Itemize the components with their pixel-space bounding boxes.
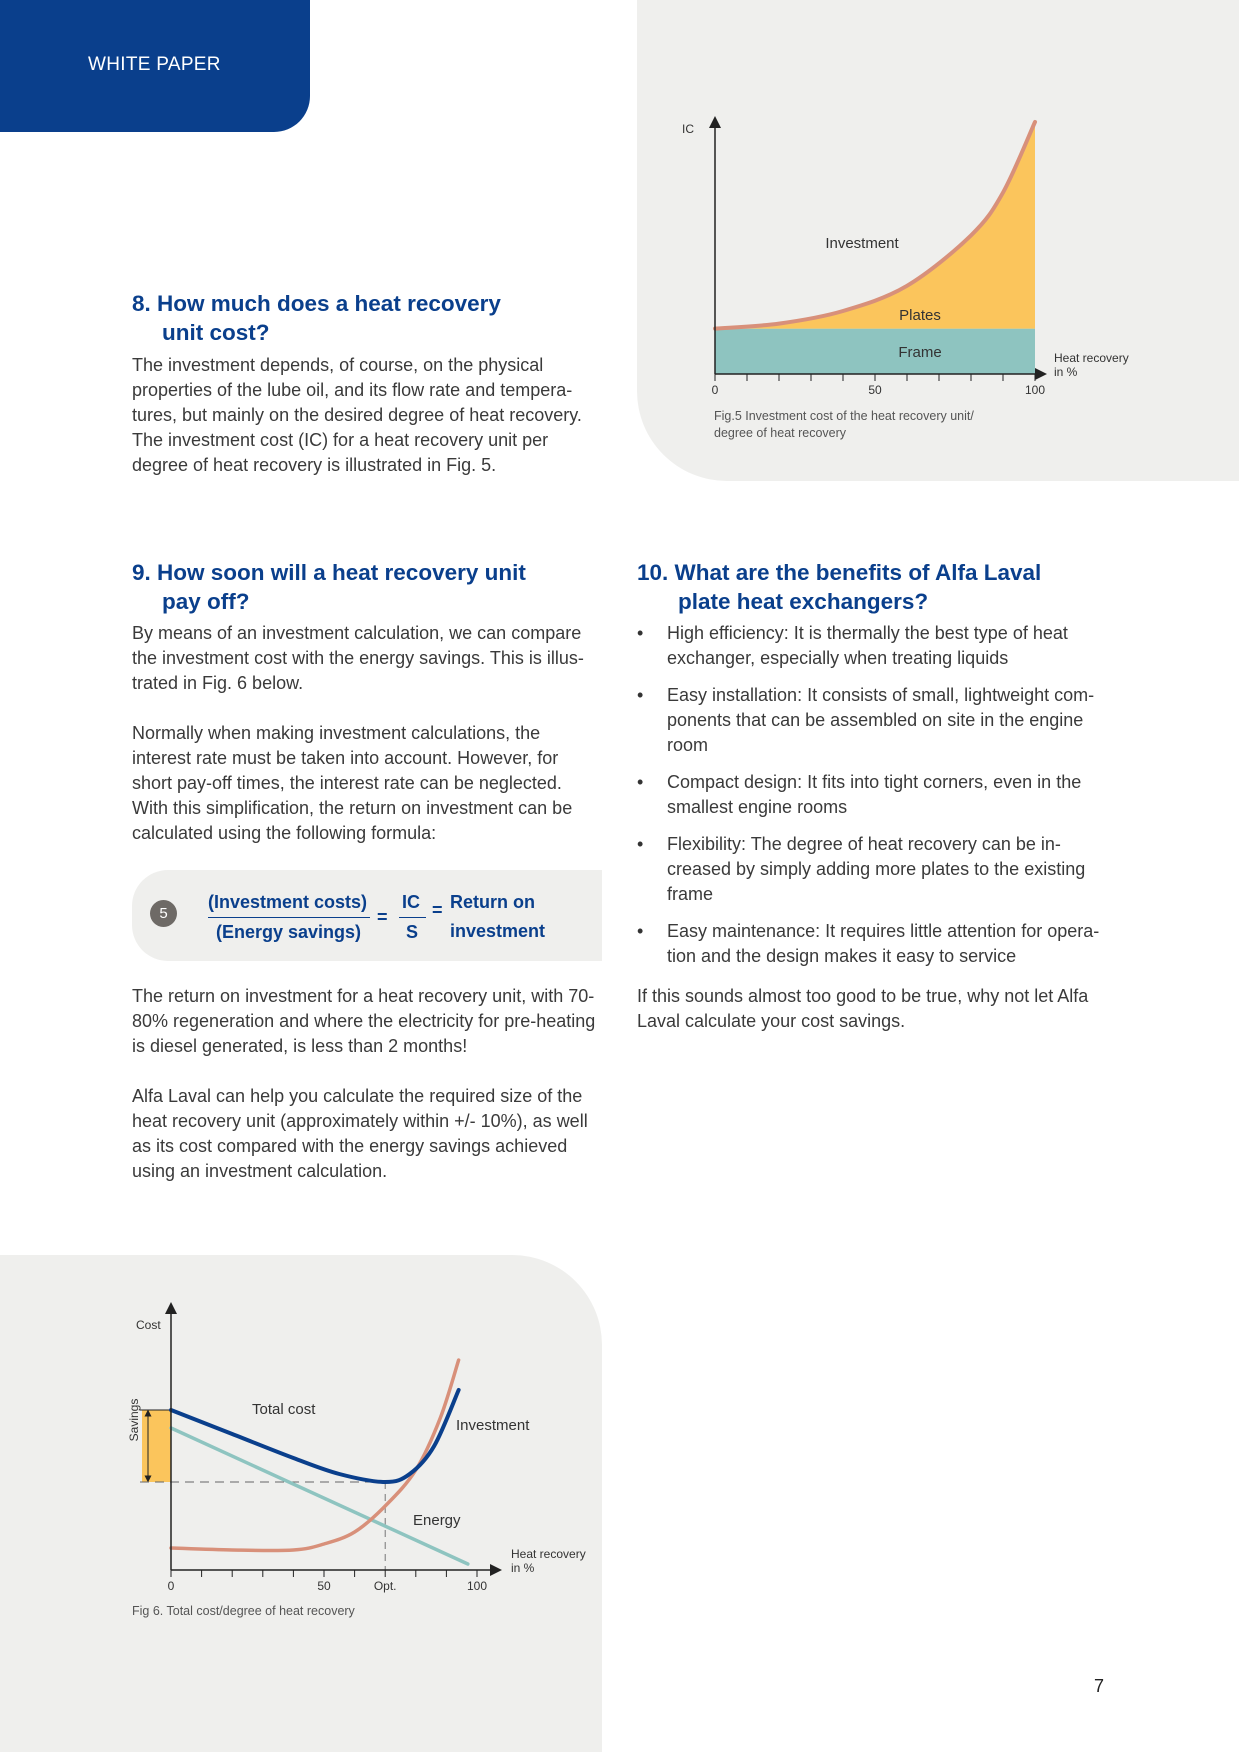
fig5-frame-area — [715, 329, 1035, 374]
formula-numerator: (Investment costs) — [208, 892, 368, 912]
figure-5-caption — [714, 408, 1014, 442]
section-8-title — [132, 289, 602, 347]
fig6-label-energy: Energy — [413, 1512, 461, 1529]
benefit-item: • Easy maintenance: It requires little attention for opera-tion and the design makes it easy to service — [637, 919, 1107, 969]
benefit-item: • Compact design: It fits into tight corners, even in the smallest engine rooms — [637, 770, 1107, 820]
fig6-savings-bar — [142, 1410, 171, 1482]
section-9-para-3: The return on investment for a heat recovery unit, with 70-80% regeneration and where the electricity for pre-heating is diesel generated, is less than 2 months! — [132, 986, 596, 1056]
fig6-label-total-cost: Total cost — [252, 1401, 316, 1418]
benefit-item: • Flexibility: The degree of heat recovery can be in-creased by simply adding more plates to the existing frame — [637, 832, 1107, 907]
fig6-tick-label: Opt. — [373, 1579, 397, 1593]
fig6-x-label-line1: Heat recovery — [511, 1547, 586, 1561]
fig5-tick-label: 50 — [868, 383, 882, 397]
fig6-y-label: Cost — [136, 1318, 161, 1332]
fig6-tick-label: 0 — [167, 1579, 175, 1593]
section-9-para-4: Alfa Laval can help you calculate the required size of the heat recovery unit (approximately within +/- 10%), as well as its cost compared with the energy savings achieved using an investment calculation. — [132, 1086, 588, 1181]
benefits-list — [637, 621, 1107, 981]
fig6-savings-label: Savings — [127, 1398, 141, 1442]
section-10-title — [637, 558, 1117, 616]
section-8-title-line1: 8. How much does a heat recovery — [132, 291, 501, 316]
formula-number: 5 — [150, 900, 177, 927]
fig6-label-investment: Investment — [456, 1417, 530, 1434]
figure-5-caption-line1: Fig.5 Investment cost of the heat recovery unit/ — [714, 409, 974, 423]
section-10-title-line2: plate heat exchangers? — [678, 589, 929, 614]
section-9-title-line2: pay off? — [162, 589, 250, 614]
header-tab — [0, 0, 310, 132]
fig5-label-frame: Frame — [898, 344, 942, 361]
fig6-tick-label: 50 — [317, 1579, 331, 1593]
fig5-x-label-line1: Heat recovery — [1054, 351, 1129, 365]
page-number: 7 — [1094, 1676, 1105, 1696]
section-9-para-1: By means of an investment calculation, we can compare the investment cost with the energy savings. This is illus-trated in Fig. 6 below. — [132, 623, 584, 693]
fig6-x-label-line2: in % — [511, 1561, 535, 1575]
figure-5-chart — [637, 0, 1239, 440]
figure-6-chart — [0, 1290, 602, 1650]
fig5-label-investment: Investment — [825, 235, 899, 252]
formula-s: S — [406, 922, 419, 942]
section-9-para-2: Normally when making investment calculations, the interest rate must be taken into account. However, for short pay-off times, the interest rate can be neglected. With this simplification, the return on investment can be calculated using the following formula: — [132, 723, 573, 843]
fig5-tick-label: 100 — [1024, 383, 1046, 397]
fig5-label-plates: Plates — [899, 307, 941, 324]
formula-fraction-line-1 — [208, 917, 370, 918]
fig5-tick-label: 0 — [711, 383, 719, 397]
formula-denominator: (Energy savings) — [216, 922, 362, 942]
figure-6-caption: Fig 6. Total cost/degree of heat recovery — [132, 1604, 355, 1618]
section-10-closing: If this sounds almost too good to be true, why not let Alfa Laval calculate your cost savings. — [637, 986, 1089, 1031]
section-9-title-line1: 9. How soon will a heat recovery unit — [132, 560, 526, 585]
fig5-y-label: IC — [682, 122, 694, 136]
benefit-item: • High efficiency: It is thermally the best type of heat exchanger, especially when treating liquids — [637, 621, 1107, 671]
header-label: WHITE PAPER — [88, 54, 221, 75]
section-8-body: The investment depends, of course, on the physical properties of the lube oil, and its flow rate and tempera-tures, but mainly on the desired degree of heat recovery. The investment cost (IC) for a heat recovery unit per degree of heat recovery is illustrated in Fig. 5. — [132, 355, 582, 475]
benefit-item: • Easy installation: It consists of small, lightweight com-ponents that can be assembled on site in the engine room — [637, 683, 1107, 758]
formula-box — [132, 870, 602, 961]
section-9-title — [132, 558, 602, 616]
figure-5-caption-line2: degree of heat recovery — [714, 426, 847, 440]
formula-equals-2: = — [432, 900, 443, 920]
fig5-x-label-line2: in % — [1054, 365, 1078, 379]
formula-result-line1: Return on — [450, 892, 535, 912]
formula-fraction-line-2 — [399, 917, 426, 918]
fig6-tick-label: 100 — [466, 1579, 488, 1593]
formula-equals-1: = — [377, 907, 388, 927]
section-10-title-line1: 10. What are the benefits of Alfa Laval — [637, 560, 1042, 585]
fig5-plates-area — [715, 122, 1035, 329]
section-8-title-line2: unit cost? — [162, 320, 270, 345]
formula-result-line2: investment — [450, 921, 546, 941]
formula-ic: IC — [402, 892, 420, 912]
